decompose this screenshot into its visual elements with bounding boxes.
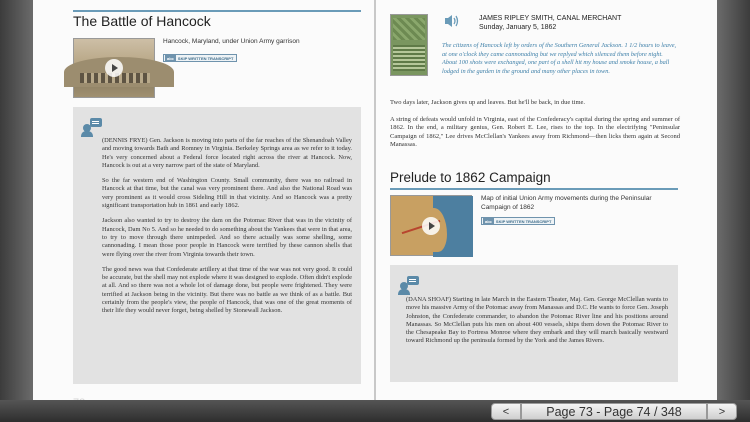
section-title: Prelude to 1862 Campaign <box>390 170 551 185</box>
map-caption: Map of initial Union Army movements during the Peninsular Campaign of 1862 <box>481 195 652 211</box>
transcript-paragraph: (DENNIS FRYE) Gen. Jackson is moving into parts of the far reaches of the Shenandoah Valley and moving towards Bath and Romney in Virginia. Berkeley Springs area as we refer to it today. He's very concerned about a Federal force located right across the river at Hancock. Now, Hancock is out at a very narrow part of the state of Maryland. <box>102 137 352 169</box>
left-gutter <box>0 0 33 400</box>
abc-label: abc <box>167 55 174 61</box>
right-gutter <box>717 0 750 400</box>
transcript-text <box>102 137 352 323</box>
body-paragraph-2: A string of defeats would unfold in Virginia, east of the Confederacy's capital during the spring and summer of 1862. In the end, a military genius, Gen. Robert E. Lee, rises to the top. In the electrifying "Peninsular Campaign of 1862," Lee drives McClellan's Yankees away from Richmond—then licks them again at Second Manassas. <box>390 116 680 148</box>
chevron-left-icon: < <box>502 405 510 418</box>
skip-transcript-button[interactable] <box>163 54 237 62</box>
right-page <box>376 0 717 400</box>
letter-text: The citizens of Hancock left by orders of the Southern General Jackson. 1 1/2 hours to leave, at one o'clock they came cannonading but we replyed which silenced them before night. About 100 shots were exchanged, one part of a shell hit my house and smoke house, a ball lodged in the garden in the ground and many other places in town. <box>442 42 677 75</box>
abc-label: abc <box>485 218 492 224</box>
speaker-icon <box>83 118 103 136</box>
skip-label: SKIP WRITTEN TRANSCRIPT <box>495 218 552 224</box>
previous-page-button[interactable] <box>491 403 521 420</box>
letter-author: JAMES RIPLEY SMITH, CANAL MERCHANT <box>479 15 622 22</box>
letter-heading <box>479 14 621 32</box>
page-indicator-label: Page 73 - Page 74 / 348 <box>546 404 682 419</box>
transcript-paragraph: Jackson also wanted to try to destroy the dam on the Potomac River that was in the vicinity of Hancock, Dam No 5. And so he needed to do something about the Yankees that were in that area, to try to move through there unimpeded. And so there actually was some shelling, some cannonading. I mean those poor people in Hancock were terrified by these cannon shells that were flying over the river from Virginia towards their town. <box>102 217 352 258</box>
transcript-paragraph: The good news was that Confederate artillery at that time of the war was not very good. It could be accurate, but the shell may not explode where it was designed to explode. Often didn't explode at all. And so there was not a whole lot of damage done, but people were frightened. They were terrified at Jackson being in the vicinity. But there was no battle as we think of as a battle. But certainly from the people's view, the people of Hancock, that was one of the great moments of their life they would never forget, being shelled by Stonewall Jackson. <box>102 265 352 315</box>
page-indicator <box>521 403 707 420</box>
play-icon[interactable] <box>422 217 440 235</box>
letter-image-bottom <box>393 45 425 71</box>
speaker-icon <box>400 276 420 294</box>
section-title: The Battle of Hancock <box>73 13 211 29</box>
title-rule <box>73 10 361 12</box>
skip-label: SKIP WRITTEN TRANSCRIPT <box>177 55 234 61</box>
transcript-text: (DANA SHOAF) Starting in late March in the Eastern Theater, Maj. Gen. George McClellan wants to move his massive Army of the Potomac away from Manassas and D.C. He wants to force Gen. Joseph Johnston, the Confederate commander, to abandon the Potomac River line and his positions around Manassas. So McClellan puts his men on about 400 vessels, ships them down the Potomac River to the Chesapeake Bay to Fortress Monroe where they embark and they will march basically westward toward Richmond up the peninsula formed by the York and the James Rivers. <box>406 296 668 345</box>
hancock-video-thumbnail[interactable] <box>73 38 155 98</box>
letter-image-top <box>393 18 425 40</box>
transcript-box <box>390 265 678 382</box>
transcript-box <box>73 107 361 384</box>
left-page <box>33 0 374 400</box>
play-icon[interactable] <box>105 59 123 77</box>
chevron-right-icon: > <box>718 405 726 418</box>
video-caption: Hancock, Maryland, under Union Army garrison <box>163 38 300 45</box>
transcript-paragraph: So the far western end of Washington County. Small community, there was no railroad in Hancock at that time, but the canal was very prominent there. And also the National Road was very prominent as it would cross Sideling Hill in that vicinity. And so Hancock was a pretty significant transportation hub in 1861 and early 1862. <box>102 177 352 210</box>
section-rule <box>390 188 678 190</box>
book-spine <box>374 0 376 400</box>
map-video-thumbnail[interactable] <box>390 195 472 256</box>
audio-icon[interactable] <box>444 14 460 28</box>
letter-thumbnail[interactable] <box>390 14 428 76</box>
skip-transcript-button[interactable] <box>481 217 555 225</box>
letter-date: Sunday, January 5, 1862 <box>479 24 557 31</box>
body-paragraph-1: Two days later, Jackson gives up and leaves. But he'll be back, in due time. <box>390 99 586 106</box>
next-page-button[interactable] <box>707 403 737 420</box>
